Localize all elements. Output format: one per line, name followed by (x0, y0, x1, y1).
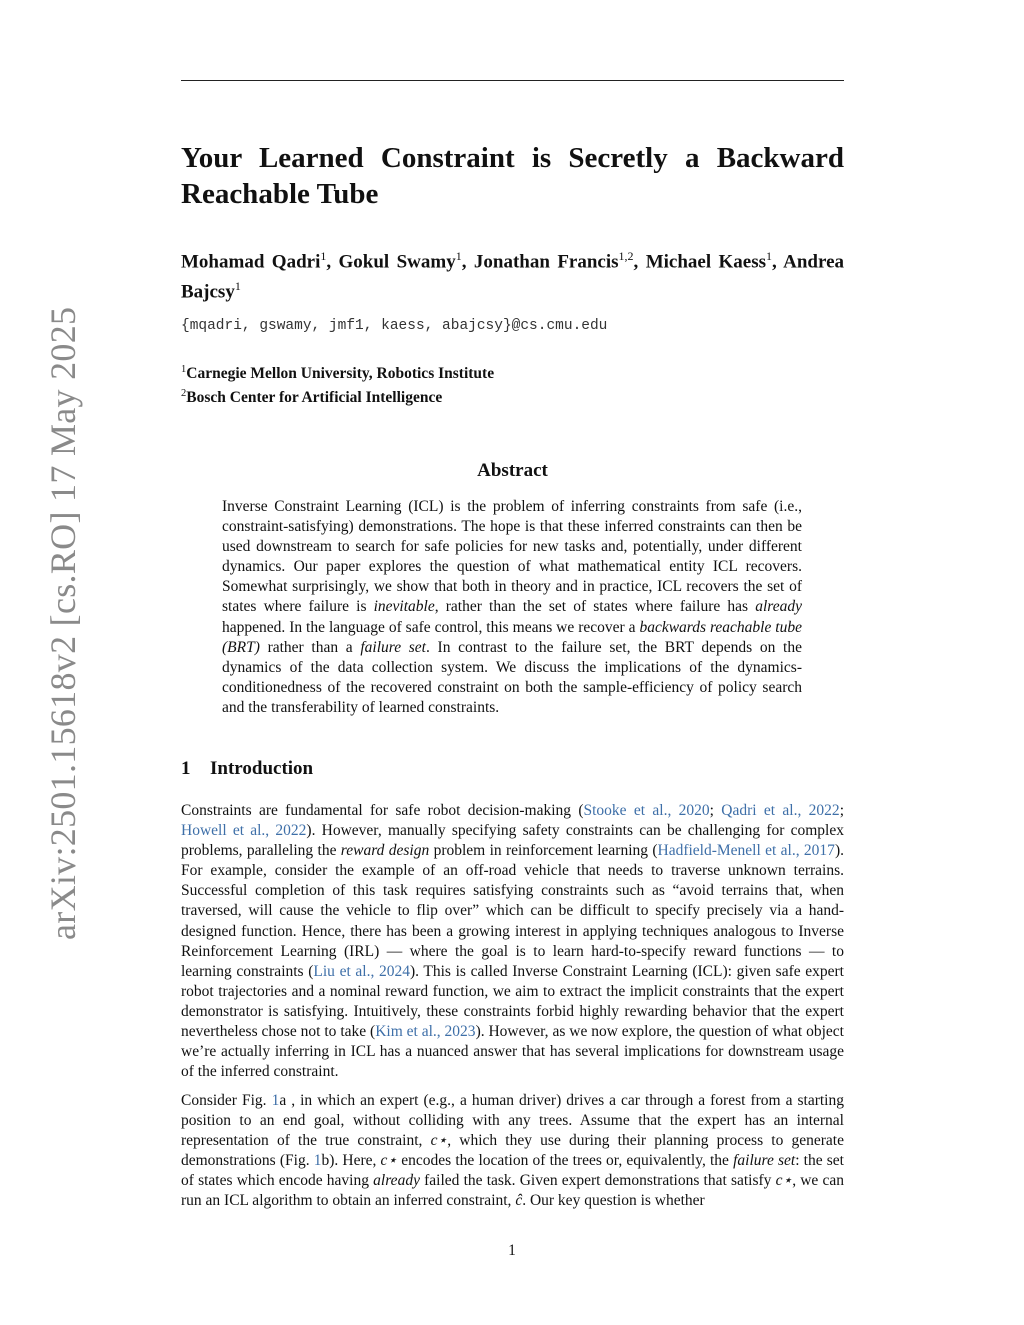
citation-link[interactable]: Stooke et al., 2020 (583, 802, 710, 819)
author-affiliation-mark: 1,2 (618, 249, 634, 263)
arxiv-stamp: arXiv:2501.15618v2 [cs.RO] 17 May 2025 (43, 306, 83, 940)
section-number: 1 (181, 758, 191, 779)
math-symbol: c⋆ (430, 1132, 448, 1150)
citation-link[interactable]: Hadfield-Menell et al., 2017 (657, 842, 835, 860)
citation-link[interactable]: Howell et al., 2022 (181, 822, 307, 840)
citation-link[interactable]: Liu et al., 2024 (313, 962, 410, 980)
author-affiliation-mark: 1 (234, 279, 241, 294)
figure-ref-link[interactable]: 1 (271, 1092, 280, 1109)
author-emails: {mqadri, gswamy, jmf1, kaess, abajcsy}@cs.cmu.edu (181, 318, 608, 334)
math-symbol: ĉ (515, 1192, 523, 1210)
author-name: Jonathan Francis (473, 251, 619, 273)
section-title: Introduction (210, 758, 314, 779)
author-name: Michael Kaess (645, 251, 767, 273)
math-symbol: c⋆ (775, 1172, 793, 1190)
author-list: Mohamad Qadri$^1$, Gokul Swamy$^1$, Jonathan Francis$^{1,2}$, Michael Kaess$^1$, Andrea Bajcsy$^1$ (181, 249, 845, 303)
affiliation-list (181, 360, 494, 408)
section-heading-introduction (181, 758, 313, 780)
intro-paragraph-1: Constraints are fundamental for safe robot decision-making (Stooke et al., 2020; Qadri et al., 2022; Howell et al., 2022). However, manually specifying safety constraints can be challenging for complex problems, paralleling the reward design problem in reinforcement learning (Hadfield-Menell et al., 2017). For example, consider the example of an off-road vehicle that needs to traverse unknown terrains. Successful completion of this task requires satisfying constraints such as “avoid terrains that, when traversed, will cause the vehicle to flip over” which can be difficult to specify precisely via a hand-designed function. Hence, there has been a growing interest in applying techniques analogous to Inverse Reinforcement Learning (IRL) — where the goal is to learn hard-to-specify reward functions — to learning constraints (Liu et al., 2024). This is called Inverse Constraint Learning (ICL): given safe expert robot trajectories and a nominal reward function, we aim to extract the implicit constraints that the expert demonstrator is satisfying. Intuitively, these constraints forbid highly rewarding behavior that the expert nevertheless chose not to take (Kim et al., 2023). However, as we now explore, the question of what object we’re actually inferring in ICL has a nuanced answer that has several implications for downstream usage of the inferred constraint. (181, 802, 844, 1081)
citation-link[interactable]: Qadri et al., 2022 (721, 802, 840, 819)
figure-ref-link[interactable]: 1 (313, 1152, 322, 1170)
author-affiliation-mark: 1 (766, 249, 773, 263)
author-name: Mohamad Qadri (181, 251, 321, 273)
math-symbol: c⋆ (380, 1152, 398, 1170)
paper-title: Your Learned Constraint is Secretly a Backward Reachable Tube (181, 142, 844, 210)
author-name: Andrea Bajcsy (181, 251, 845, 303)
affiliation-item: $^2$Bosch Center for Artificial Intelligence (181, 388, 443, 407)
author-affiliation-mark: 1 (320, 249, 327, 263)
abstract-heading: Abstract (477, 460, 548, 481)
author-name: Gokul Swamy (338, 251, 456, 273)
page-number: 1 (508, 1242, 516, 1259)
author-affiliation-mark: 1 (455, 249, 462, 263)
top-rule (181, 80, 844, 81)
affiliation-item: $^1$Carnegie Mellon University, Robotics Institute (181, 364, 495, 383)
citation-link[interactable]: Kim et al., 2023 (375, 1023, 476, 1041)
abstract-text: Inverse Constraint Learning (ICL) is the problem of inferring constraints from safe (i.e., constraint-satisfying) demonstrations. The hope is that these inferred constraints can then be used downstream to search for safe policies for new tasks and, potentially, under different dynamics. Our paper explores the question of what mathematical entity ICL recovers. Somewhat surprisingly, we show that both in theory and in practice, ICL recovers the set of states where failure is inevitable, rather than the set of states where failure has already happened. In the language of safe control, this means we recover a backwards reachable tube (BRT) rather than a failure set. In contrast to the failure set, the BRT depends on the dynamics of the data collection system. We discuss the implications of the dynamics-conditionedness of the recovered constraint on both the sample-efficiency of policy search and the transferability of learned constraints. (222, 498, 802, 716)
intro-paragraph-2: Consider Fig. 1a , in which an expert (e.g., a human driver) drives a car through a forest from a starting position to an end goal, without colliding with any trees. Assume that the expert has an internal representation of the true constraint, c⋆, which they use during their planning process to generate demonstrations (Fig. 1b). Here, c⋆ encodes the location of the trees or, equivalently, the failure set: the set of states which encode having already failed the task. Given expert demonstrations that satisfy c⋆, we can run an ICL algorithm to obtain an inferred constraint, ĉ. Our key question is whether (181, 1092, 844, 1210)
